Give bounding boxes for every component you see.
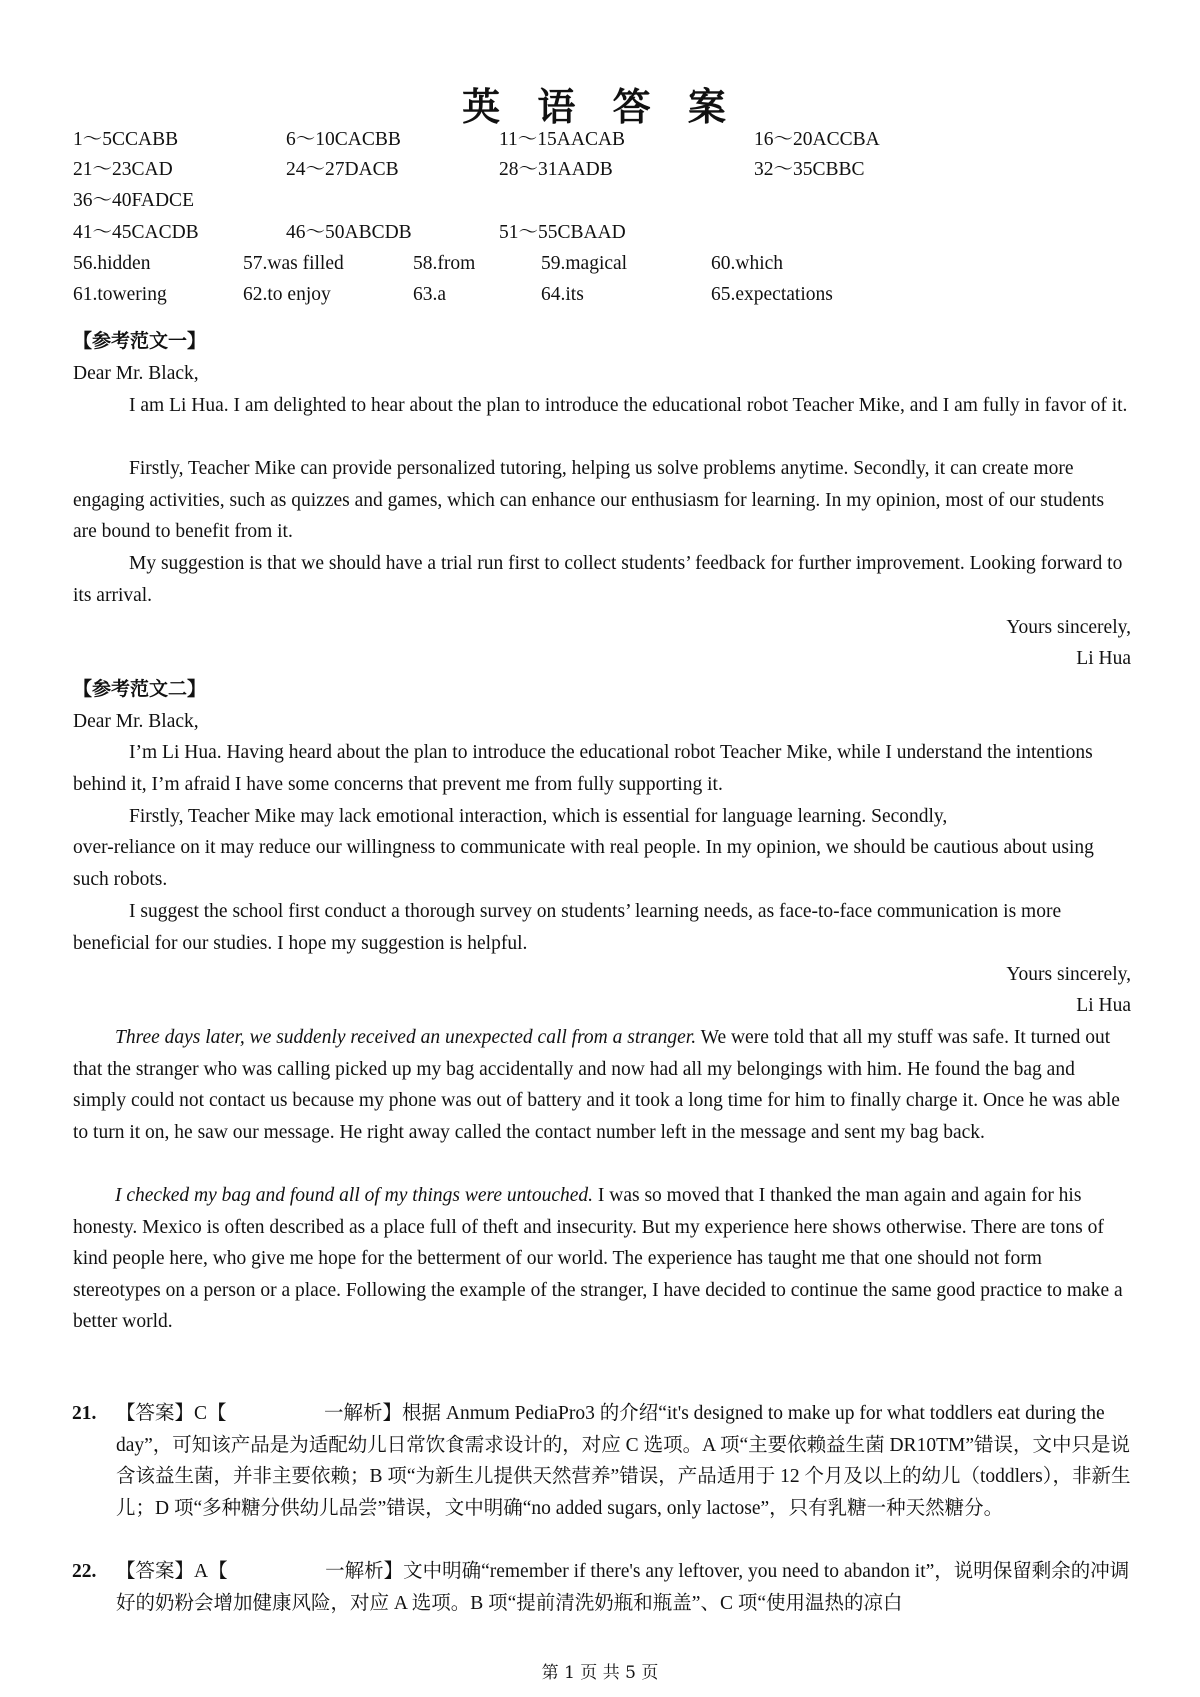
answer-group: 28～31AADB bbox=[499, 159, 613, 180]
page-title: 英 语 答 案 bbox=[462, 84, 738, 129]
answer-group: 46～50ABCDB bbox=[286, 222, 412, 243]
answer-item: 63.a bbox=[413, 284, 447, 305]
question-number: 22. bbox=[72, 1561, 97, 1582]
essay1-paragraph-1: I am Li Hua. I am delighted to hear about the plan to introduce the educational robot Teacher Mike, and I am fully in favor of it. bbox=[129, 395, 1128, 416]
essay1-paragraph-2: Firstly, Teacher Mike can provide personalized tutoring, helping us solve problems anytime. Secondly, it can create more engaging activities, such as quizzes and games, which can enhance our enthusiasm for learning. In my opinion, most of our students are bound to benefit from it. bbox=[73, 458, 1105, 542]
answer-group: 21～23CAD bbox=[73, 159, 173, 180]
answer-group: 1～5CCABB bbox=[73, 129, 179, 150]
continuation-body-1: We were told that all my stuff was safe. It turned out that the stranger who was calling picked up my bag accidentally and now had all my belongings with him. He found the bag and simply could not contact us because my phone was out of battery and it took a long time for him to finally charge it. Once he was able to turn it on, he saw our message. He right away called the contact number left in the message and sent my bag back. bbox=[73, 1027, 1120, 1143]
continuation-lead-sentence-1: Three days later, we suddenly received an unexpected call from a stranger. bbox=[115, 1027, 697, 1048]
answer-item: 60.which bbox=[711, 253, 784, 274]
essay2-paragraph-2-rest: over-reliance on it may reduce our willingness to communicate with real people. In my opinion, we should be cautious about using such robots. bbox=[73, 837, 1094, 890]
answer-group: 51～55CBAAD bbox=[499, 222, 626, 243]
essay1-salutation: Dear Mr. Black, bbox=[73, 363, 199, 384]
answer-group: 41～45CACDB bbox=[73, 222, 199, 243]
essay2-signature: Li Hua bbox=[1076, 995, 1131, 1016]
essay1-paragraph-3: My suggestion is that we should have a trial run first to collect students’ feedback for further improvement. Looking forward to its arrival. bbox=[73, 553, 1123, 606]
continuation-body-2: I was so moved that I thanked the man again and again for his honesty. Mexico is often described as a place full of theft and insecurity. But my experience here shows otherwise. There are tons of kind people here, who give me hope for the betterment of our world. The experience has taught me that one should not form stereotypes on a person or a place. Following the example of the stranger, I have decided to continue the same good practice to make a better world. bbox=[73, 1185, 1123, 1332]
essay1-signature: Li Hua bbox=[1076, 648, 1131, 669]
essay2-closing: Yours sincerely, bbox=[1006, 964, 1131, 985]
essay2-paragraph-3: I suggest the school first conduct a thorough survey on students’ learning needs, as face-to-face communication is more beneficial for our studies. I hope my suggestion is helpful. bbox=[73, 901, 1062, 954]
continuation-paragraph-1 bbox=[73, 1022, 1131, 1148]
answer-item: 58.from bbox=[413, 253, 476, 274]
explanation-21 bbox=[72, 1398, 1134, 1524]
answer-group: 11～15AACAB bbox=[499, 129, 626, 150]
answer-group: 16～20ACCBA bbox=[754, 129, 880, 150]
answer-group: 24～27DACB bbox=[286, 159, 399, 180]
essay1-heading: 【参考范文一】 bbox=[73, 330, 207, 352]
essay2-heading: 【参考范文二】 bbox=[73, 678, 207, 700]
answer-item: 61.towering bbox=[73, 284, 167, 305]
answer-group: 6～10CACBB bbox=[286, 129, 401, 150]
answer-item: 62.to enjoy bbox=[243, 284, 331, 305]
explanation-22 bbox=[72, 1556, 1134, 1619]
continuation-lead-sentence-2: I checked my bag and found all of my things were untouched. bbox=[115, 1185, 593, 1206]
essay2-salutation: Dear Mr. Black, bbox=[73, 711, 199, 732]
explanation-text: 【答案】A【 一解析】文中明确“remember if there's any leftover, you need to abandon it”，说明保留剩余的冲调好的奶粉会增加健康风险，对应 A 选项。B 项“提前清洗奶瓶和瓶盖”、C 项“使用温热的凉白 bbox=[116, 1561, 1130, 1614]
essay2-paragraph-2-line-1: Firstly, Teacher Mike may lack emotional interaction, which is essential for language learning. Secondly, bbox=[129, 806, 948, 827]
page-footer: 第 1 页 共 5 页 bbox=[541, 1663, 659, 1683]
question-number: 21. bbox=[72, 1403, 97, 1424]
answer-item: 56.hidden bbox=[73, 253, 151, 274]
answer-item: 65.expectations bbox=[711, 284, 833, 305]
explanation-text: 【答案】C【 一解析】根据 Anmum PediaPro3 的介绍“it's designed to make up for what toddlers eat during the day”，可知该产品是为适配幼儿日常饮食需求设计的，对应 C 选项。A 项“主要依赖益生菌 DR10TM”错误，文中只是说含该益生菌，并非主要依赖；B 项“为新生儿提供天然营养”错误，产品适用于 12 个月及以上的幼儿（toddlers），非新生儿；D 项“多种糖分供幼儿品尝”错误，文中明确“no added sugars, only lactose”，只有乳糖一种天然糖分。 bbox=[116, 1403, 1131, 1519]
essay1-closing: Yours sincerely, bbox=[1006, 617, 1131, 638]
answer-item: 59.magical bbox=[541, 253, 628, 274]
continuation-paragraph-2 bbox=[73, 1180, 1131, 1338]
answer-group: 36～40FADCE bbox=[73, 190, 194, 211]
essay2-paragraph-1: I’m Li Hua. Having heard about the plan to introduce the educational robot Teacher Mike, while I understand the intentions behind it, I’m afraid I have some concerns that prevent me from fully supporting it. bbox=[73, 742, 1093, 795]
answer-item: 64.its bbox=[541, 284, 584, 305]
answer-item: 57.was filled bbox=[243, 253, 344, 274]
answer-group: 32～35CBBC bbox=[754, 159, 865, 180]
